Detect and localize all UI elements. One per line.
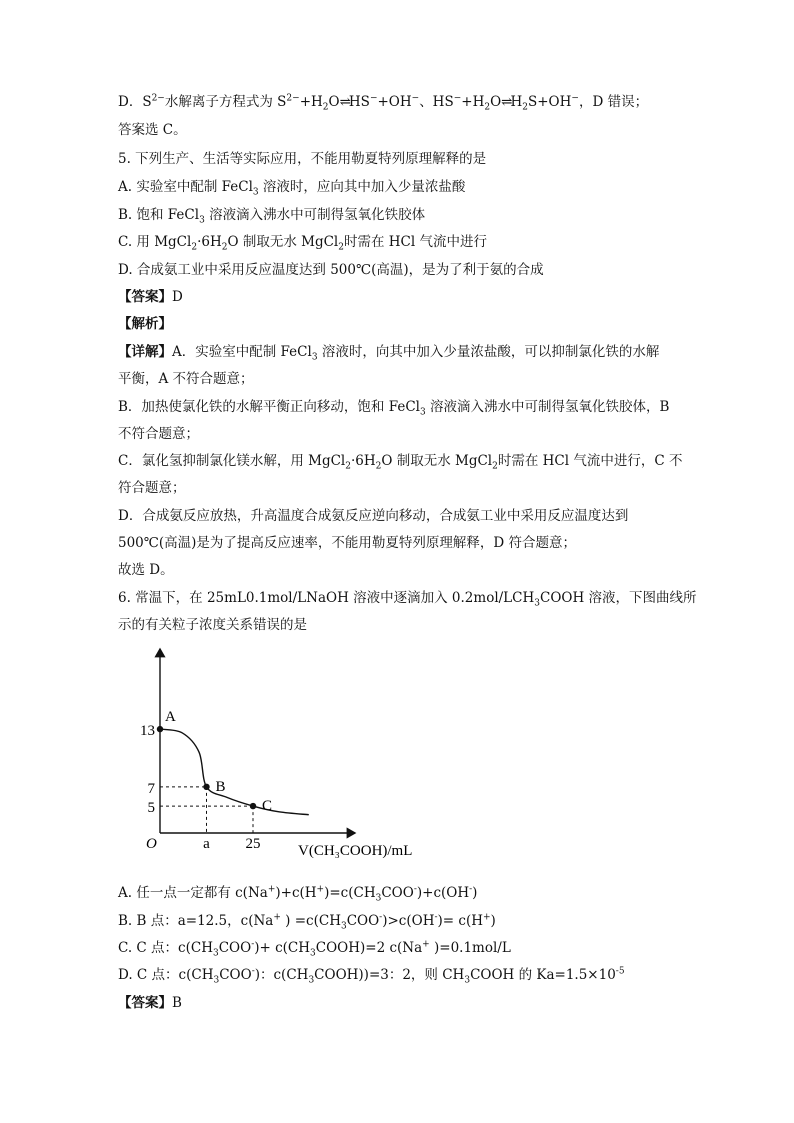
text-line-11: 平衡，A 不符合题意； <box>118 371 254 387</box>
point-label-A: A <box>165 709 176 726</box>
text-line-19: 6. 常温下，在 25mL0.1mol/LNaOH 溶液中逐滴加入 $0.2mol/LCH_3COOH$ 溶液，下图曲线所 <box>118 590 697 609</box>
text-line-22: B. B 点：a=12.5，c(Na+ ) $=c(CH_3COO^-)>c(OH^-)= c(H^+)$ <box>118 912 496 932</box>
text-line-16: D．合成氨反应放热，升高温度合成氨反应逆向移动，合成氨工业中采用反应温度达到 <box>118 508 629 524</box>
text-line-5: B. 饱和 FeCl$_3$ 溶液滴入沸水中可制得氢氧化铁胶体 <box>118 207 426 226</box>
point-C <box>250 803 256 809</box>
text-line-21: A. 任一点一定都有 $c(Na^+)+c(H^+)=c(CH_3COO^-)+c(OH^-)$ <box>118 884 478 904</box>
ph-titration-chart <box>140 643 450 868</box>
text-line-1: D．$S^{2-}$水解离子方程式为 $S^{2-}+H_2O\rightleftharpoons HS^-+OH^-$、$HS^-+H_2O\rightleftharpoons H_2S+OH^-$，D 错误； <box>118 93 649 113</box>
x-tick-a: a <box>203 836 210 852</box>
x-tick-25: 25 <box>245 836 261 852</box>
point-B <box>203 784 209 790</box>
text-line-4: A. 实验室中配制 FeCl$_3$ 溶液时，应向其中加入少量浓盐酸 <box>118 179 466 198</box>
titration-curve <box>160 729 309 815</box>
text-line-9: 【解析】 <box>118 316 172 332</box>
text-line-10: 【详解】A．实验室中配制 FeCl$_3$ 溶液时，向其中加入少量浓盐酸，可以抑制氯化铁的水解 <box>118 344 660 363</box>
text-line-3: 5. 下列生产、生活等实际应用，不能用勒夏特列原理解释的是 <box>118 151 487 167</box>
text-line-2: 答案选 C。 <box>118 122 187 138</box>
point-label-B: B <box>215 778 226 795</box>
text-line-14: C．氯化氢抑制氯化镁水解，用 $MgCl_2\cdot 6H_2O$ 制取无水 MgCl$_2$时需在 HCl 气流中进行，C 不 <box>118 453 683 472</box>
y-tick-13: 13 <box>140 723 155 740</box>
point-A <box>157 726 163 732</box>
text-line-20: 示的有关粒子浓度关系错误的是 <box>118 617 307 633</box>
x-axis-label: V(CH₃COOH)/mL <box>298 843 413 859</box>
y-tick-7: 7 <box>147 780 155 797</box>
text-line-23: C. C 点：$c(CH_3COO^-)+$ $c(CH_3COOH)=2$ c(Na+ )=0.1mol/L <box>118 939 511 959</box>
text-line-25: 【答案】B <box>118 995 182 1011</box>
text-line-24: D. C 点：$c(CH_3COO^-)$：$c(CH_3COOH))=3$：2，则 $CH_3COOH$ 的 $Ka=1.5\times 10^{-5}$ <box>118 966 625 986</box>
text-line-13: 不符合题意； <box>118 426 199 442</box>
text-line-17: 500℃(高温)是为了提高反应速率，不能用勒夏特列原理解释，D 符合题意； <box>118 535 577 551</box>
text-line-12: B．加热使氯化铁的水解平衡正向移动，饱和 FeCl$_3$ 溶液滴入沸水中可制得氢氧化铁胶体，B <box>118 399 670 418</box>
y-tick-5: 5 <box>147 800 155 817</box>
text-line-18: 故选 D。 <box>118 562 174 578</box>
text-line-15: 符合题意； <box>118 480 186 496</box>
text-line-6: C. 用 $MgCl_2\cdot 6H_2O$ 制取无水 MgCl$_2$时需在 HCl 气流中进行 <box>118 234 487 253</box>
point-label-C: C <box>262 798 273 815</box>
text-line-7: D. 合成氨工业中采用反应温度达到 500℃(高温)，是为了利于氨的合成 <box>118 262 544 278</box>
origin-label: O <box>146 836 157 852</box>
text-line-8: 【答案】D <box>118 289 183 305</box>
